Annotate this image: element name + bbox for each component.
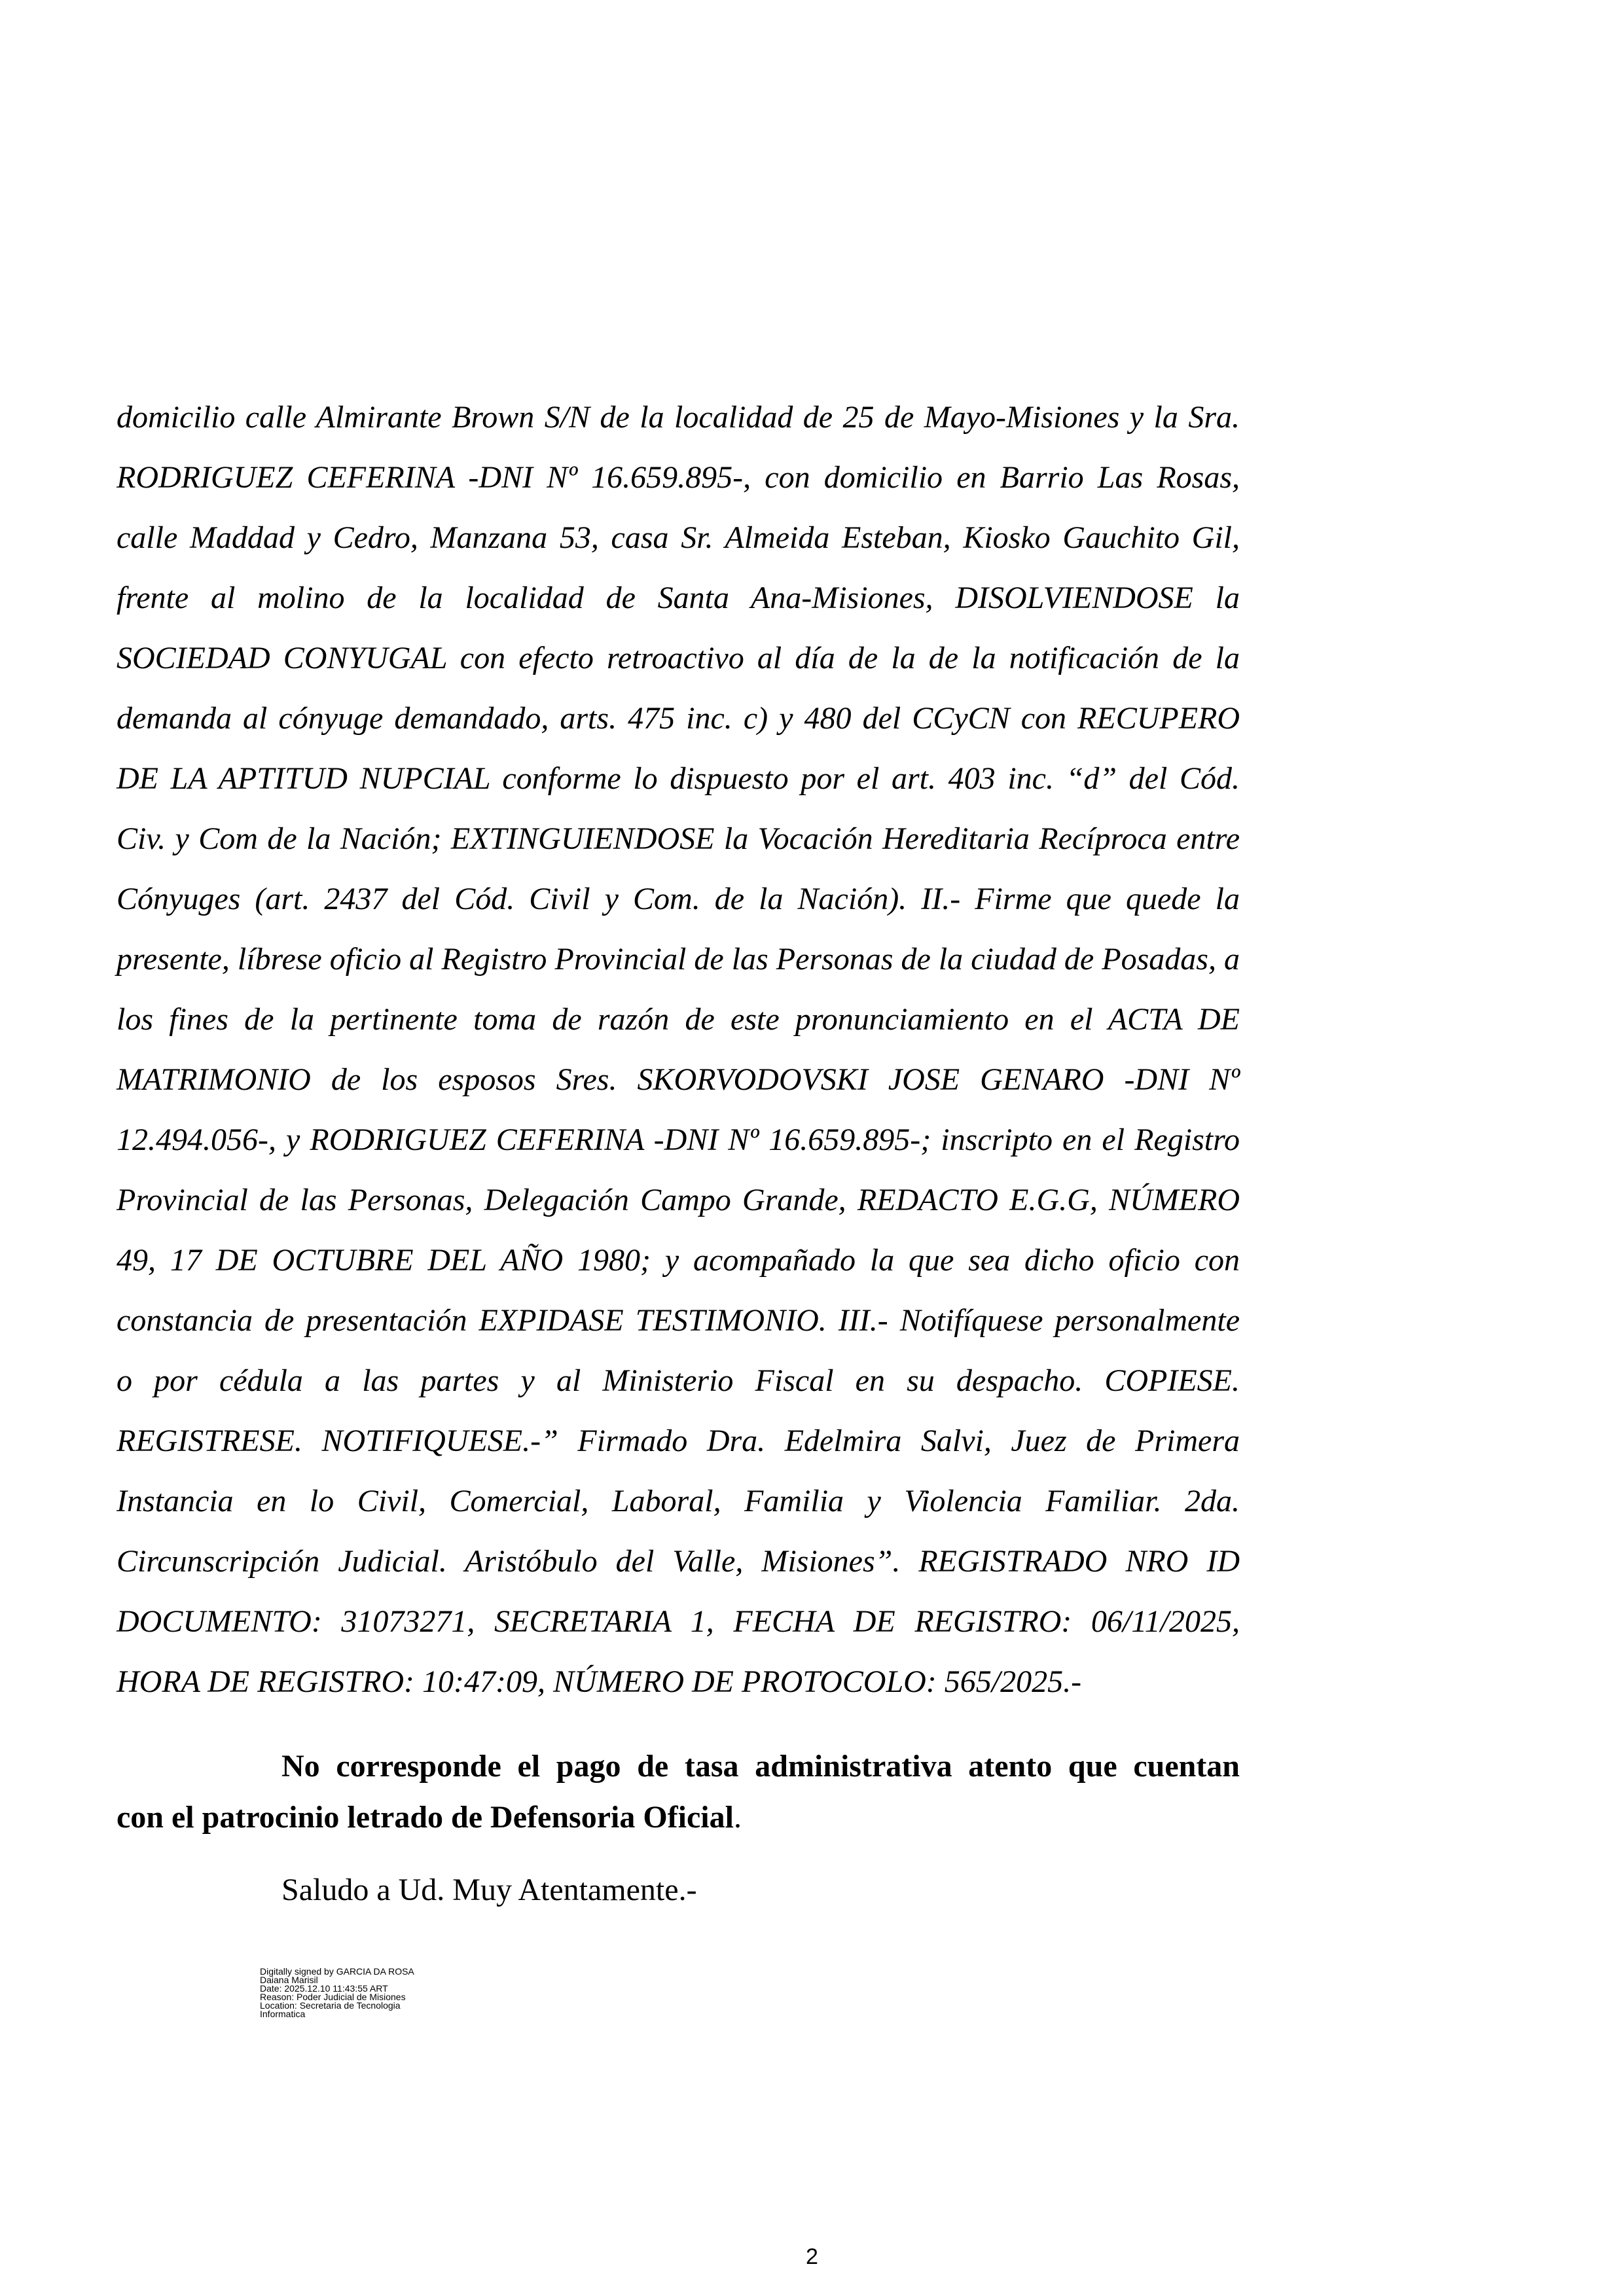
body-line: DOCUMENTO: 31073271, SECRETARIA 1, FECHA DE REGISTRO: 06/11/2025, bbox=[117, 1604, 1240, 1639]
resolution-body-text bbox=[117, 387, 1240, 1712]
body-line: 49, 17 DE OCTUBRE DEL AÑO 1980; y acompañado la que sea dicho oficio con bbox=[117, 1243, 1240, 1278]
body-line: Instancia en lo Civil, Comercial, Laboral, Familia y Violencia Familiar. 2da. bbox=[117, 1484, 1240, 1518]
body-line: DE LA APTITUD NUPCIAL conforme lo dispuesto por el art. 403 inc. “d” del Cód. bbox=[117, 761, 1240, 796]
page-number: 2 bbox=[806, 2244, 818, 2269]
signature-line: Informatica bbox=[260, 2009, 306, 2019]
body-line: REGISTRESE. NOTIFIQUESE.-” Firmado Dra. Edelmira Salvi, Juez de Primera bbox=[117, 1424, 1240, 1458]
body-line: RODRIGUEZ CEFERINA -DNI Nº 16.659.895-, con domicilio en Barrio Las Rosas, bbox=[117, 460, 1240, 495]
fee-note-period: . bbox=[733, 1800, 742, 1835]
fee-note-line bbox=[117, 1792, 1240, 1843]
fee-exemption-note bbox=[117, 1741, 1240, 1843]
body-line: o por cédula a las partes y al Ministerio Fiscal en su despacho. COPIESE. bbox=[117, 1363, 1240, 1398]
signature-line: Location: Secretaria de Tecnologia bbox=[260, 2000, 401, 2011]
body-line: Provincial de las Personas, Delegación Campo Grande, REDACTO E.G.G, NÚMERO bbox=[117, 1183, 1240, 1217]
body-line: demanda al cónyuge demandado, arts. 475 inc. c) y 480 del CCyCN con RECUPERO bbox=[117, 701, 1240, 736]
body-line: MATRIMONIO de los esposos Sres. SKORVODOVSKI JOSE GENARO -DNI Nº bbox=[117, 1062, 1240, 1097]
digital-signature-stamp bbox=[260, 1967, 414, 2018]
signature-line: Daiana Marisil bbox=[260, 1975, 318, 1985]
body-line: frente al molino de la localidad de Santa Ana-Misiones, DISOLVIENDOSE la bbox=[117, 581, 1240, 615]
body-line: HORA DE REGISTRO: 10:47:09, NÚMERO DE PROTOCOLO: 565/2025.- bbox=[117, 1664, 1082, 1699]
fee-note-line bbox=[117, 1741, 1240, 1792]
body-line: Cónyuges (art. 2437 del Cód. Civil y Com. de la Nación). II.- Firme que quede la bbox=[117, 882, 1240, 916]
fee-note-bold-text: No corresponde el pago de tasa administrativa atento que cuentan bbox=[281, 1749, 1240, 1784]
body-line: presente, líbrese oficio al Registro Provincial de las Personas de la ciudad de Posadas, a bbox=[117, 942, 1240, 977]
body-line: Civ. y Com de la Nación; EXTINGUIENDOSE la Vocación Hereditaria Recíproca entre bbox=[117, 821, 1240, 856]
body-line: los fines de la pertinente toma de razón de este pronunciamiento en el ACTA DE bbox=[117, 1002, 1240, 1037]
body-line: 12.494.056-, y RODRIGUEZ CEFERINA -DNI Nº 16.659.895-; inscripto en el Registro bbox=[117, 1122, 1240, 1157]
body-line: domicilio calle Almirante Brown S/N de la localidad de 25 de Mayo-Misiones y la Sra. bbox=[117, 400, 1240, 435]
signature-line: Date: 2025.12.10 11:43:55 ART bbox=[260, 1983, 388, 1994]
signature-line: Digitally signed by GARCIA DA ROSA bbox=[260, 1966, 414, 1977]
body-line: Circunscripción Judicial. Aristóbulo del Valle, Misiones”. REGISTRADO NRO ID bbox=[117, 1544, 1240, 1579]
body-line: calle Maddad y Cedro, Manzana 53, casa Sr. Almeida Esteban, Kiosko Gauchito Gil, bbox=[117, 520, 1240, 555]
body-line: constancia de presentación EXPIDASE TESTIMONIO. III.- Notifíquese personalmente bbox=[117, 1303, 1240, 1338]
closing-salutation: Saludo a Ud. Muy Atentamente.- bbox=[281, 1873, 697, 1907]
body-line: SOCIEDAD CONYUGAL con efecto retroactivo al día de la de la notificación de la bbox=[117, 641, 1240, 675]
fee-note-bold-text: con el patrocinio letrado de Defensoria Oficial bbox=[117, 1800, 734, 1835]
signature-line: Reason: Poder Judicial de Misiones bbox=[260, 1992, 406, 2002]
